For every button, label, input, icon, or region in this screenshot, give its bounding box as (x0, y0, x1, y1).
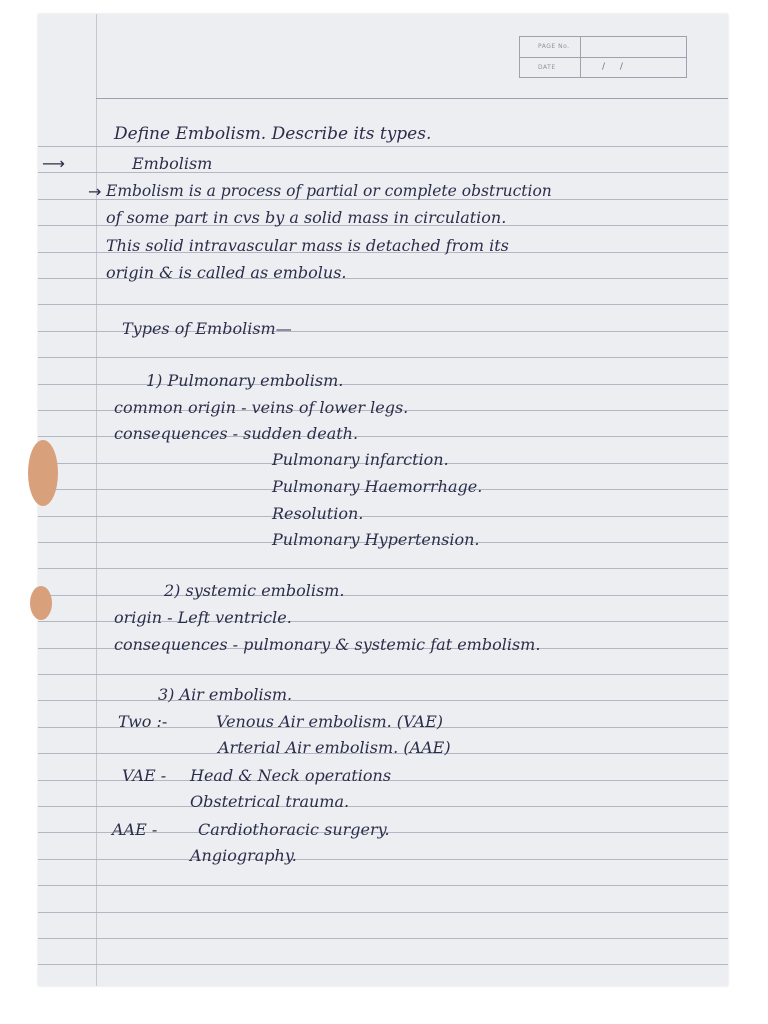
finger (28, 440, 58, 506)
ruled-line (38, 964, 728, 965)
ruled-line (38, 516, 728, 517)
notebook-page (38, 14, 728, 986)
type1-consequence-item: Pulmonary Hypertension. (272, 530, 480, 549)
definition-line: This solid intravascular mass is detached from its (106, 236, 509, 255)
definition-line: Embolism is a process of partial or complete obstruction (106, 182, 552, 200)
ruled-line (38, 938, 728, 939)
ruled-line (38, 912, 728, 913)
aae-item: Angiography. (190, 846, 297, 865)
type2-origin: origin - Left ventricle. (114, 608, 292, 627)
ruled-line (38, 806, 728, 807)
type2-consequences: consequences - pulmonary & systemic fat embolism. (114, 635, 541, 654)
ruled-line (38, 357, 728, 358)
aae-label: AAE - (112, 820, 158, 839)
ruled-line (38, 595, 728, 596)
ruled-line (38, 384, 728, 385)
type1-consequence-item: Pulmonary infarction. (272, 450, 449, 469)
ruled-line (38, 146, 728, 147)
ruled-line (38, 304, 728, 305)
vae-item: Obstetrical trauma. (190, 792, 350, 811)
definition-line: of some part in cvs by a solid mass in circulation. (106, 208, 507, 227)
finger (30, 586, 52, 620)
date-row (520, 57, 686, 78)
ruled-line (38, 885, 728, 886)
page-date-box (519, 36, 687, 78)
type1-heading: 1) Pulmonary embolism. (146, 371, 344, 390)
header-rule (96, 98, 728, 99)
vae-label: VAE - (122, 766, 167, 785)
type3-vae: Venous Air embolism. (VAE) (216, 712, 443, 731)
arrow-icon: → (88, 182, 102, 201)
heading-embolism: Embolism (132, 154, 213, 173)
type1-consequences: consequences - sudden death. (114, 424, 359, 443)
vae-item: Head & Neck operations (190, 766, 392, 785)
type2-heading: 2) systemic embolism. (164, 581, 345, 600)
types-heading: Types of Embolism— (122, 319, 292, 338)
note-title: Define Embolism. Describe its types. (114, 124, 432, 144)
type1-consequence-item: Pulmonary Haemorrhage. (272, 477, 483, 496)
date-label: DATE (538, 64, 556, 71)
date-value: / / (602, 62, 629, 72)
type3-heading: 3) Air embolism. (158, 685, 293, 704)
type3-two-label: Two :- (118, 712, 168, 731)
ruled-line (38, 674, 728, 675)
ruled-line (38, 700, 728, 701)
type1-origin: common origin - veins of lower legs. (114, 398, 409, 417)
ruled-line (38, 568, 728, 569)
ruled-line (38, 859, 728, 860)
page-no-label: PAGE No. (538, 43, 570, 50)
arrow-icon: ⟶ (42, 154, 65, 173)
margin-line (96, 14, 97, 986)
type1-consequence-item: Resolution. (272, 504, 364, 523)
definition-line: origin & is called as embolus. (106, 263, 347, 282)
aae-item: Cardiothoracic surgery. (198, 820, 390, 839)
page-no-row (520, 37, 686, 57)
type3-aae: Arterial Air embolism. (AAE) (218, 738, 451, 757)
